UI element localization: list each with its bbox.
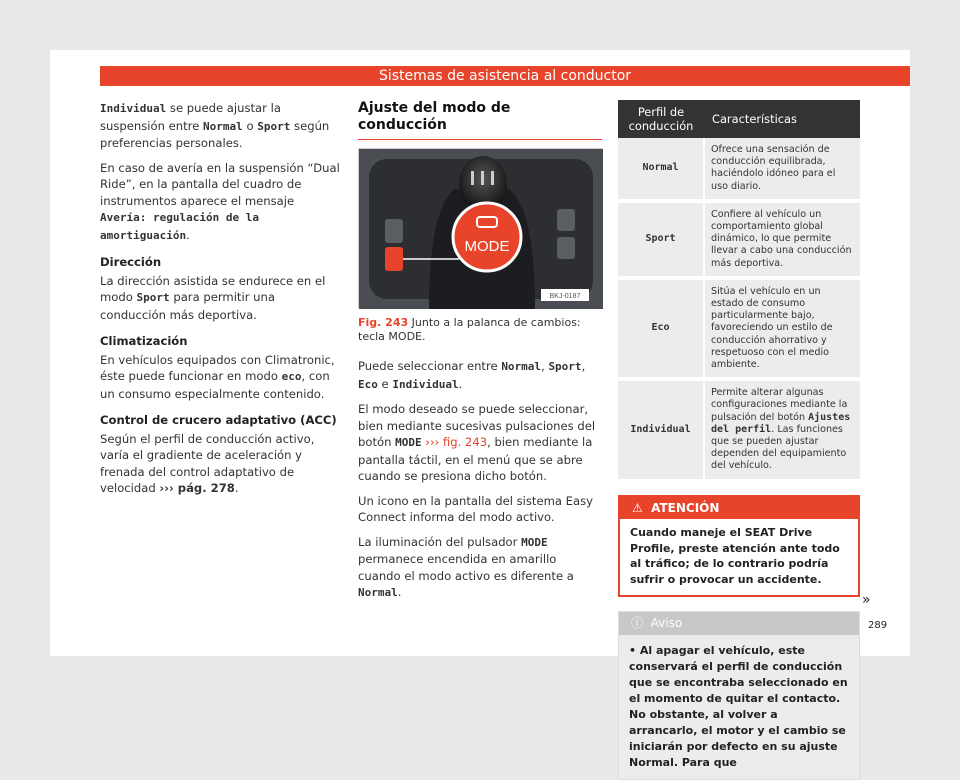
info-icon: ⓘ bbox=[631, 616, 644, 631]
note-title: Aviso bbox=[650, 616, 683, 631]
paragraph: Puede seleccionar entre Normal, Sport, Eco e Individual. bbox=[358, 359, 586, 391]
subheading-climatizacion: Climatización bbox=[100, 334, 188, 348]
left-column bbox=[100, 100, 340, 505]
note-box bbox=[618, 611, 860, 780]
paragraph: La dirección asistida se endurece en el modo Sport para permitir una conducción más deportiva. bbox=[100, 273, 326, 322]
page-reference-link[interactable]: ››› pág. 278 bbox=[159, 481, 235, 495]
subheading-acc: Control de crucero adaptativo (ACC) bbox=[100, 413, 337, 427]
paragraph: Un icono en la pantalla del sistema Easy Connect informa del modo activo. bbox=[358, 493, 593, 524]
paragraph: El modo deseado se puede seleccionar, bien mediante sucesivas pulsaciones del botón MODE ››› fig. 243, bien mediante la pantalla táctil, en el menú que se abre cuando se presiona dicho botón. bbox=[358, 402, 596, 483]
paragraph: Individual se puede ajustar la suspensión entre Normal o Sport según preferencias personales. bbox=[100, 101, 330, 150]
paragraph: En caso de avería en la suspensión “Dual Ride”, en la pantalla del cuadro de instrumentos aparece el mensaje Avería: regulación de la amortiguación. bbox=[100, 160, 340, 242]
figure-reference-link[interactable]: ››› fig. 243 bbox=[421, 435, 488, 449]
mode-button-label: MODE bbox=[464, 238, 510, 255]
bullet-icon: • bbox=[629, 643, 640, 657]
paragraph: Según el perfil de conducción activo, varía el gradiente de aceleración y frenada del control adaptativo de velocidad ››› pág. 278. bbox=[100, 431, 315, 495]
section-header: Sistemas de asistencia al conductor bbox=[100, 66, 910, 86]
section-title: Ajuste del modo de conducción bbox=[358, 100, 602, 140]
note-text: Al apagar el vehículo, este conservará el perfil de conducción que se encontraba seleccionado en el momento de quitar el contacto. No obstante, al volver a arrancarlo, el motor y el cambio se iniciarán por defecto en su ajuste Normal. Para que bbox=[629, 643, 848, 769]
subheading-direccion: Dirección bbox=[100, 255, 162, 269]
table-header-row bbox=[618, 100, 860, 138]
figure-caption: Fig. 243 Junto a la palanca de cambios: tecla MODE. bbox=[358, 316, 581, 343]
page bbox=[50, 50, 910, 769]
warning-text: Cuando maneje el SEAT Drive Profile, preste atención ante todo al tráfico; de lo contrario podría sufrir o provocar un accidente. bbox=[630, 526, 840, 586]
paragraph: En vehículos equipados con Climatronic, éste puede funcionar en modo eco, con un consumo especialmente contenido. bbox=[100, 352, 335, 401]
table-row: Individual Permite alterar algunas configuraciones mediante la pulsación del botón Ajustes del perfil. Las funciones que se pueden ajustar dependen del equipamiento del vehículo. bbox=[618, 379, 860, 480]
middle-column bbox=[358, 100, 602, 610]
gear-lever-illustration bbox=[359, 149, 603, 309]
table-row: Normal Ofrece una sensación de conducción equilibrada, haciéndolo idóneo para el uso diario. bbox=[618, 138, 860, 201]
table-header-profile: Perfil de conducción bbox=[618, 100, 704, 138]
continues-arrow-icon: » bbox=[862, 592, 871, 608]
right-column bbox=[618, 100, 860, 780]
table-header-features: Características bbox=[704, 100, 860, 138]
driving-profile-table bbox=[618, 100, 860, 483]
table-row: Eco Sitúa el vehículo en un estado de consumo particularmente bajo, favoreciendo un estilo de conducción ahorrativo y respetuoso con el medio ambiente. bbox=[618, 278, 860, 379]
figure-code: BKJ-0187 bbox=[549, 293, 581, 300]
warning-triangle-icon: ⚠ bbox=[632, 500, 643, 515]
figure-gear-lever bbox=[358, 148, 602, 308]
paragraph: La iluminación del pulsador MODE permanece encendida en amarillo cuando el modo activo es diferente a Normal. bbox=[358, 534, 574, 599]
warning-box bbox=[618, 495, 860, 598]
warning-title: ATENCIÓN bbox=[651, 500, 720, 515]
table-row: Sport Confiere al vehículo un comportamiento global dinámico, lo que permite llevar a cabo una conducción más deportiva. bbox=[618, 201, 860, 278]
page-number: 289 bbox=[868, 620, 888, 631]
